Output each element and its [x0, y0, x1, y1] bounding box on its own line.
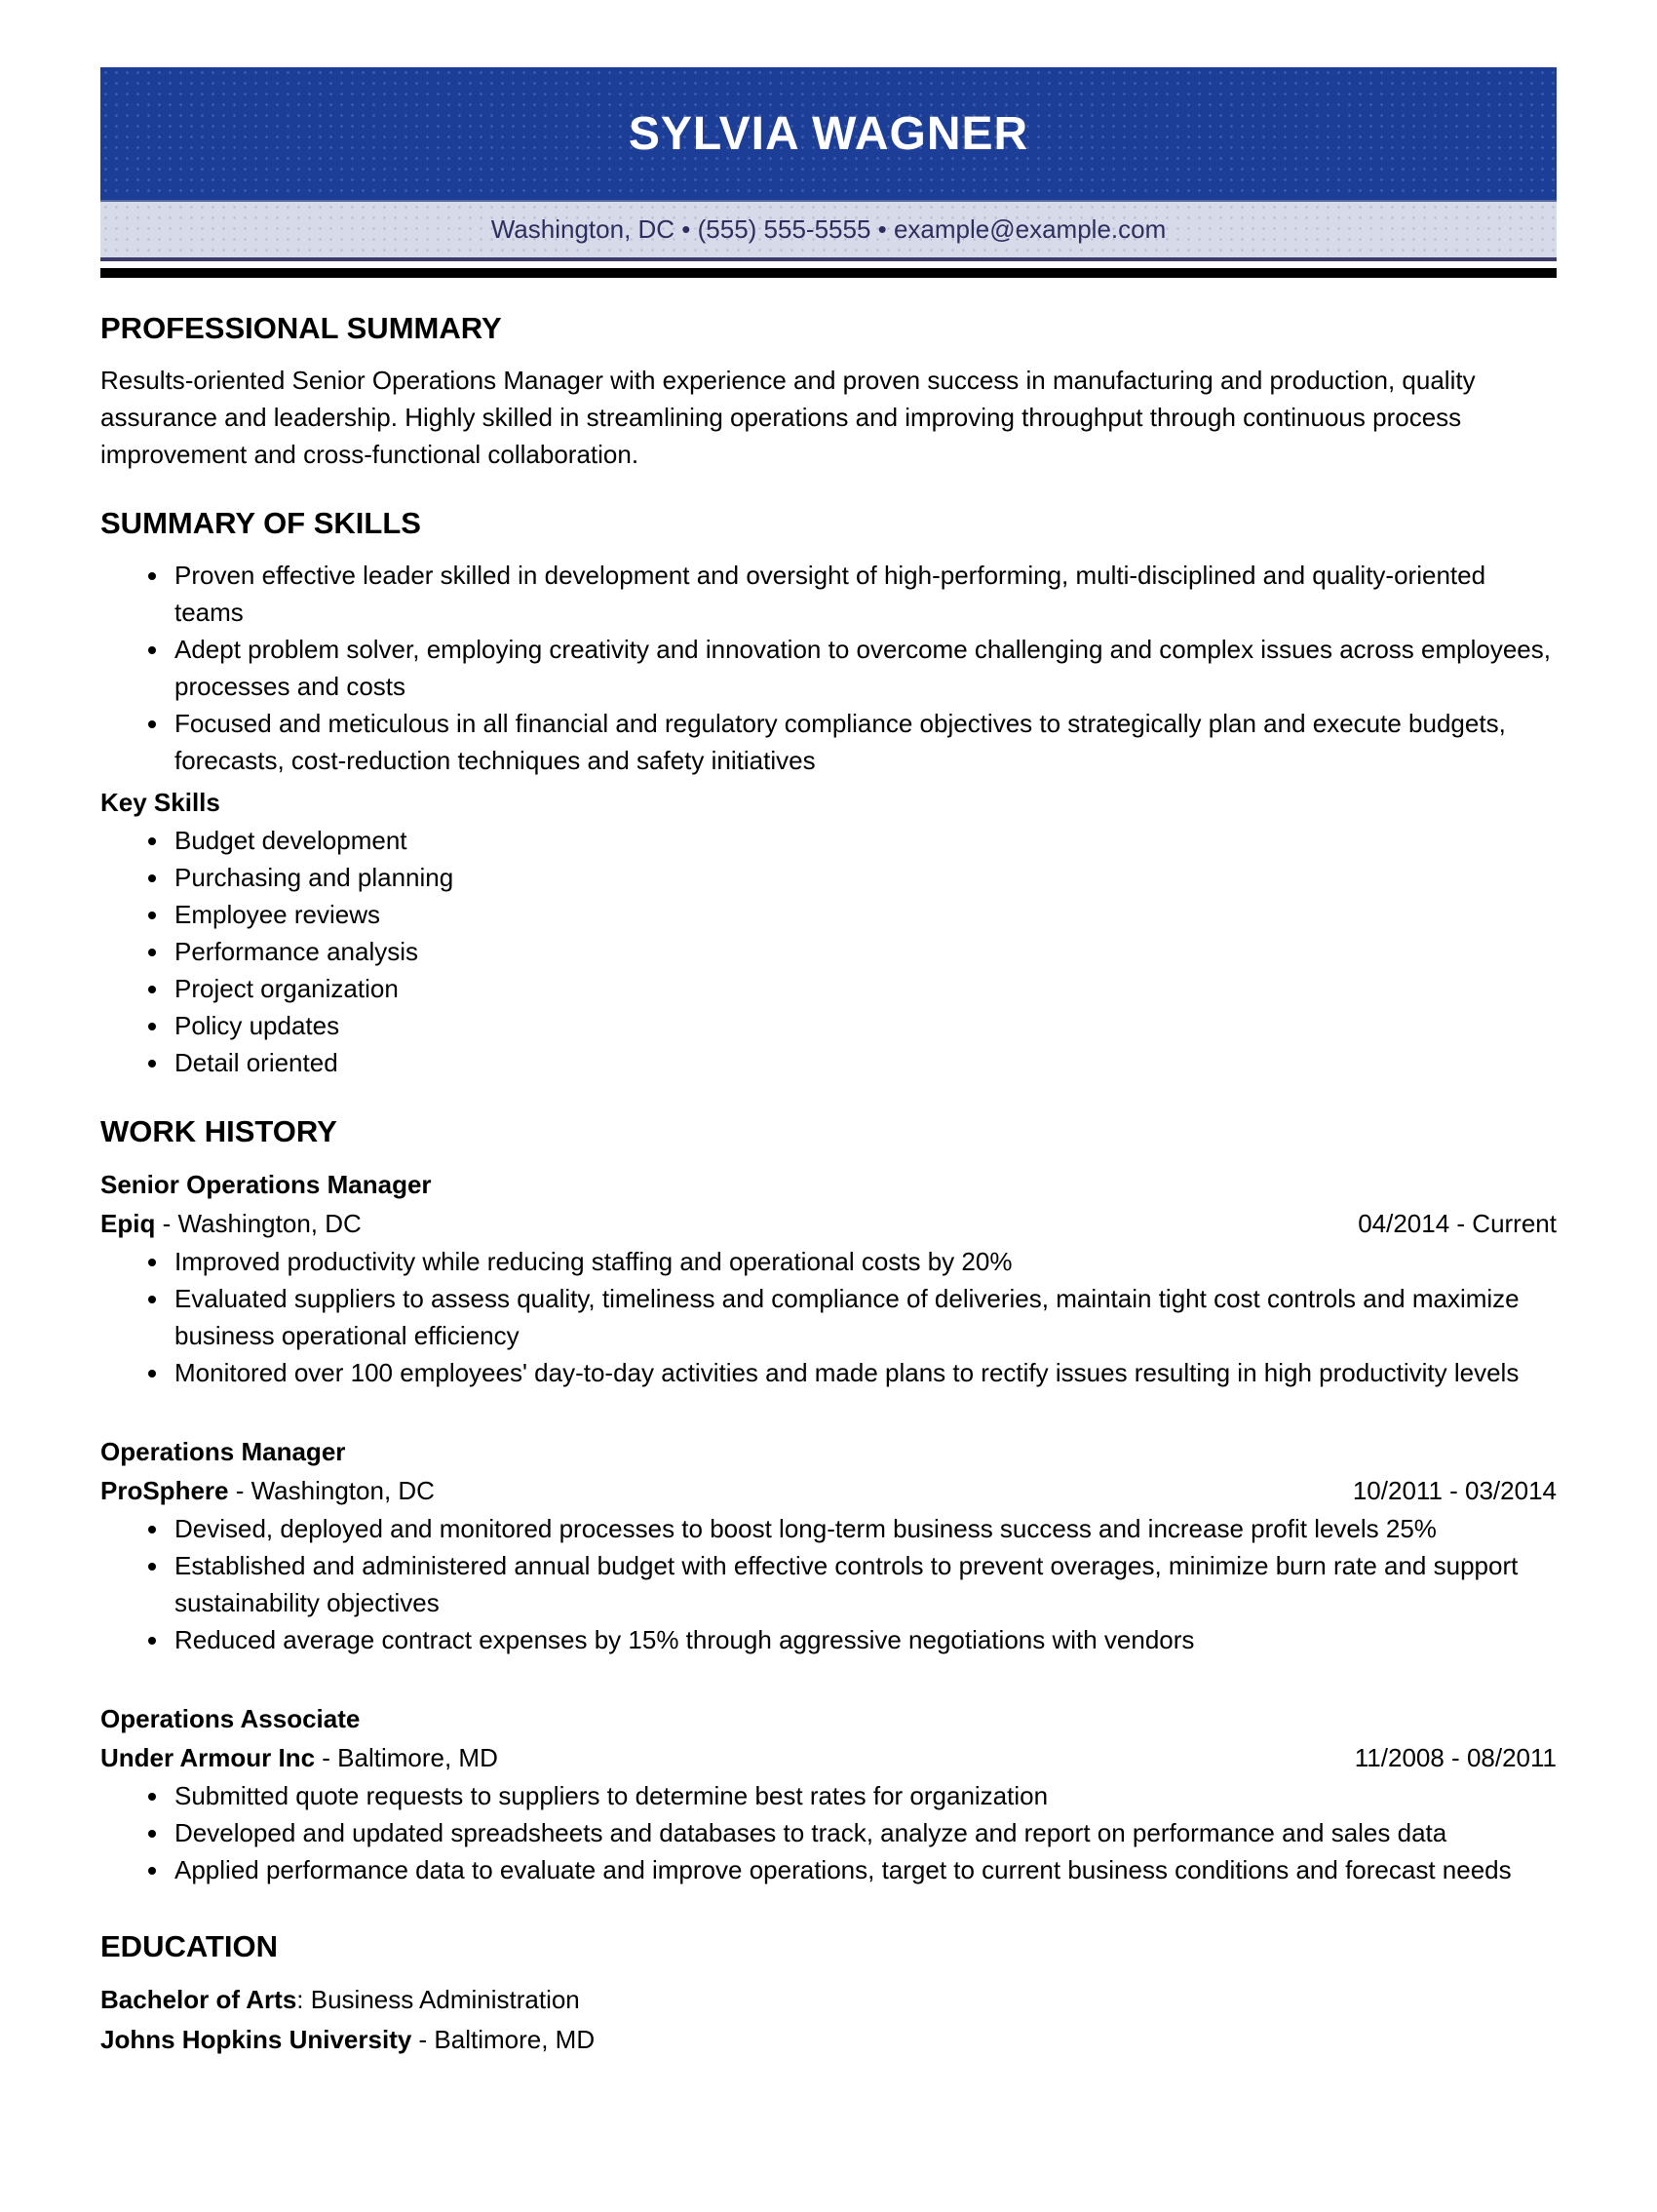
- job-duties-list: [100, 1777, 1557, 1888]
- job-company: ProSphere: [100, 1476, 229, 1505]
- job-company: Under Armour Inc: [100, 1743, 316, 1772]
- job-dates: 10/2011 - 03/2014: [1352, 1476, 1557, 1505]
- school-line: [100, 2020, 1557, 2060]
- job-company: Epiq: [100, 1209, 156, 1238]
- job-title: Operations Associate: [100, 1704, 361, 1733]
- job-duty: • Devised, deployed and monitored processes to boost long-term business success and increase profit levels 25%: [171, 1510, 1557, 1547]
- job-duty: • Evaluated suppliers to assess quality, timeliness and compliance of deliveries, maintain tight cost controls and maximize business operational efficiency: [171, 1280, 1557, 1354]
- key-skills-label: Key Skills: [100, 788, 220, 817]
- key-skills-list: [100, 822, 1557, 1081]
- key-skill-item: • Employee reviews: [171, 896, 1557, 933]
- key-skill-item: • Policy updates: [171, 1007, 1557, 1044]
- job-duty: • Monitored over 100 employees' day-to-day activities and made plans to rectify issues resulting in high productivity levels: [171, 1354, 1557, 1391]
- contact-info: Washington, DC • (555) 555-5555 • example@example.com: [490, 214, 1167, 244]
- key-skill-item: • Performance analysis: [171, 933, 1557, 970]
- person-name: SYLVIA WAGNER: [628, 107, 1029, 160]
- job-company-location: [100, 1471, 435, 1510]
- job-location: - Washington, DC: [228, 1476, 435, 1505]
- key-skill-item: • Purchasing and planning: [171, 859, 1557, 896]
- section-heading-education: EDUCATION: [100, 1929, 278, 1963]
- job-duty: • Established and administered annual budget with effective controls to prevent overages, minimize burn rate and support sustainability objectives: [171, 1547, 1557, 1621]
- degree-line: [100, 1980, 1557, 2020]
- job-duties-list: [100, 1510, 1557, 1658]
- divider-bar: [100, 268, 1557, 278]
- key-skill-item: • Project organization: [171, 970, 1557, 1007]
- key-skill-item: • Budget development: [171, 822, 1557, 859]
- job-entry: [100, 1699, 1557, 1888]
- job-meta-row: [100, 1738, 1557, 1777]
- school-location: - Baltimore, MD: [411, 2025, 596, 2054]
- degree-name: Bachelor of Arts: [100, 1985, 297, 2014]
- job-duty: • Submitted quote requests to suppliers to determine best rates for organization: [171, 1777, 1557, 1814]
- school-name: Johns Hopkins University: [100, 2025, 412, 2054]
- job-duty: • Improved productivity while reducing staffing and operational costs by 20%: [171, 1243, 1557, 1280]
- job-company-location: [100, 1738, 498, 1777]
- job-company-location: [100, 1204, 362, 1243]
- resume-page: [0, 67, 1657, 2060]
- job-location: - Baltimore, MD: [315, 1743, 498, 1772]
- job-meta-row: [100, 1204, 1557, 1243]
- job-meta-row: [100, 1471, 1557, 1510]
- skill-bullet: • Proven effective leader skilled in development and oversight of high-performing, multi-disciplined and quality-oriented teams: [171, 557, 1557, 631]
- section-heading-summary-of-skills: SUMMARY OF SKILLS: [100, 506, 421, 540]
- job-dates: 11/2008 - 08/2011: [1354, 1743, 1557, 1772]
- skill-bullet: • Focused and meticulous in all financial and regulatory compliance objectives to strategically plan and execute budgets, forecasts, cost-reduction techniques and safety initiatives: [171, 705, 1557, 779]
- degree-field: : Business Administration: [296, 1985, 580, 2014]
- summary-paragraph: Results-oriented Senior Operations Manager with experience and proven success in manufacturing and production, quality assurance and leadership. Highly skilled in streamlining operations and improving throughput through continuous process improvement and cross-functional collaboration.: [100, 366, 1476, 469]
- job-duty: • Applied performance data to evaluate and improve operations, target to current business conditions and forecast needs: [171, 1851, 1557, 1888]
- job-duty: • Reduced average contract expenses by 15% through aggressive negotiations with vendors: [171, 1621, 1557, 1658]
- job-entry: [100, 1432, 1557, 1658]
- section-heading-professional-summary: PROFESSIONAL SUMMARY: [100, 311, 502, 345]
- contact-bar: [100, 202, 1557, 261]
- skill-bullet: • Adept problem solver, employing creativity and innovation to overcome challenging and complex issues across employees, processes and costs: [171, 631, 1557, 705]
- job-duties-list: [100, 1243, 1557, 1391]
- job-duty: • Developed and updated spreadsheets and databases to track, analyze and report on performance and sales data: [171, 1814, 1557, 1851]
- job-title: Senior Operations Manager: [100, 1170, 432, 1199]
- job-location: - Washington, DC: [155, 1209, 362, 1238]
- name-banner: [100, 67, 1557, 202]
- key-skill-item: • Detail oriented: [171, 1044, 1557, 1081]
- skills-list: [100, 557, 1557, 779]
- job-entry: [100, 1165, 1557, 1391]
- section-heading-work-history: WORK HISTORY: [100, 1114, 337, 1148]
- job-dates: 04/2014 - Current: [1358, 1209, 1557, 1238]
- job-title: Operations Manager: [100, 1437, 346, 1466]
